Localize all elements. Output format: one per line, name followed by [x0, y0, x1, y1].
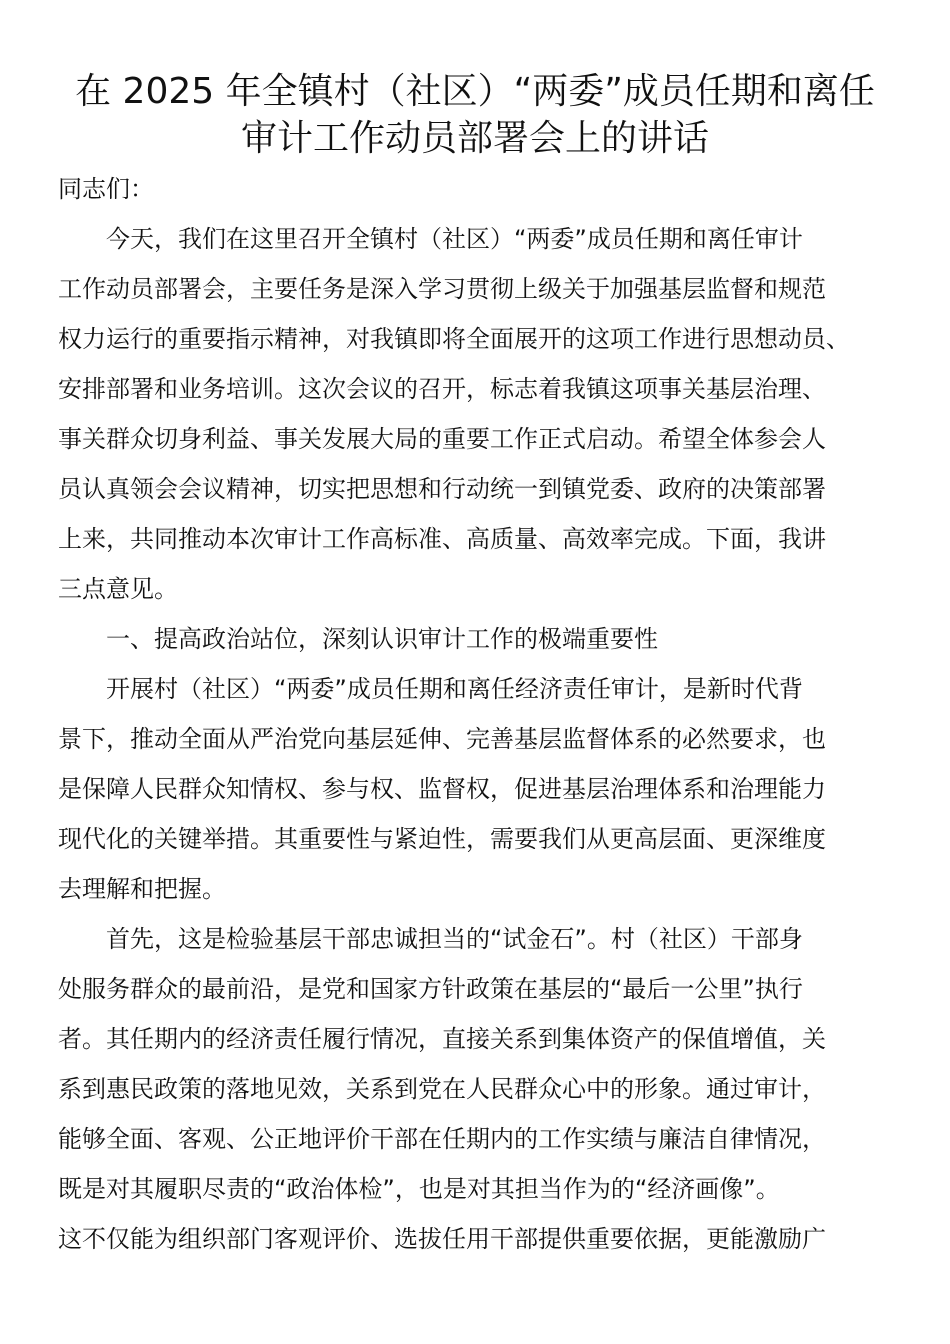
paragraph-line: 既是对其履职尽责的“政治体检”，也是对其担当作为的“经济画像”。: [58, 1175, 780, 1203]
paragraph-line: 者。其任期内的经济责任履行情况，直接关系到集体资产的保值增值，关: [58, 1025, 826, 1053]
paragraph-line: 景下，推动全面从严治党向基层延伸、完善基层监督体系的必然要求，也: [58, 725, 826, 753]
paragraph-line: 能够全面、客观、公正地评价干部在任期内的工作实绩与廉洁自律情况，: [58, 1125, 826, 1153]
paragraph-line: 安排部署和业务培训。这次会议的召开，标志着我镇这项事关基层治理、: [58, 375, 826, 403]
document-title-line-2: 审计工作动员部署会上的讲话: [240, 118, 709, 159]
paragraph-line: 开展村（社区）“两委”成员任期和离任经济责任审计，是新时代背: [106, 675, 803, 703]
paragraph-line: 今天，我们在这里召开全镇村（社区）“两委”成员任期和离任审计: [106, 225, 803, 253]
paragraph-line: 这不仅能为组织部门客观评价、选拔任用干部提供重要依据，更能激励广: [58, 1225, 826, 1253]
section-heading: 一、提高政治站位，深刻认识审计工作的极端重要性: [106, 625, 658, 653]
paragraph-line: 三点意见。: [58, 575, 178, 603]
document-title-line-1: 在 2025 年全镇村（社区）“两委”成员任期和离任: [75, 71, 875, 112]
paragraph-line: 首先，这是检验基层干部忠诚担当的“试金石”。村（社区）干部身: [106, 925, 803, 953]
paragraph-line: 去理解和把握。: [58, 875, 226, 903]
paragraph-line: 上来，共同推动本次审计工作高标准、高质量、高效率完成。下面，我讲: [58, 525, 826, 553]
paragraph-line: 处服务群众的最前沿，是党和国家方针政策在基层的“最后一公里”执行: [58, 975, 803, 1003]
salutation: 同志们：: [58, 175, 154, 203]
paragraph-line: 现代化的关键举措。其重要性与紧迫性，需要我们从更高层面、更深维度: [58, 825, 826, 853]
paragraph-line: 是保障人民群众知情权、参与权、监督权，促进基层治理体系和治理能力: [58, 775, 826, 803]
paragraph-line: 系到惠民政策的落地见效，关系到党在人民群众心中的形象。通过审计，: [58, 1075, 826, 1103]
paragraph-line: 员认真领会会议精神，切实把思想和行动统一到镇党委、政府的决策部署: [58, 475, 826, 503]
paragraph-line: 工作动员部署会，主要任务是深入学习贯彻上级关于加强基层监督和规范: [58, 275, 826, 303]
paragraph-line: 权力运行的重要指示精神，对我镇即将全面展开的这项工作进行思想动员、: [58, 325, 850, 353]
paragraph-line: 事关群众切身利益、事关发展大局的重要工作正式启动。希望全体参会人: [58, 425, 826, 453]
